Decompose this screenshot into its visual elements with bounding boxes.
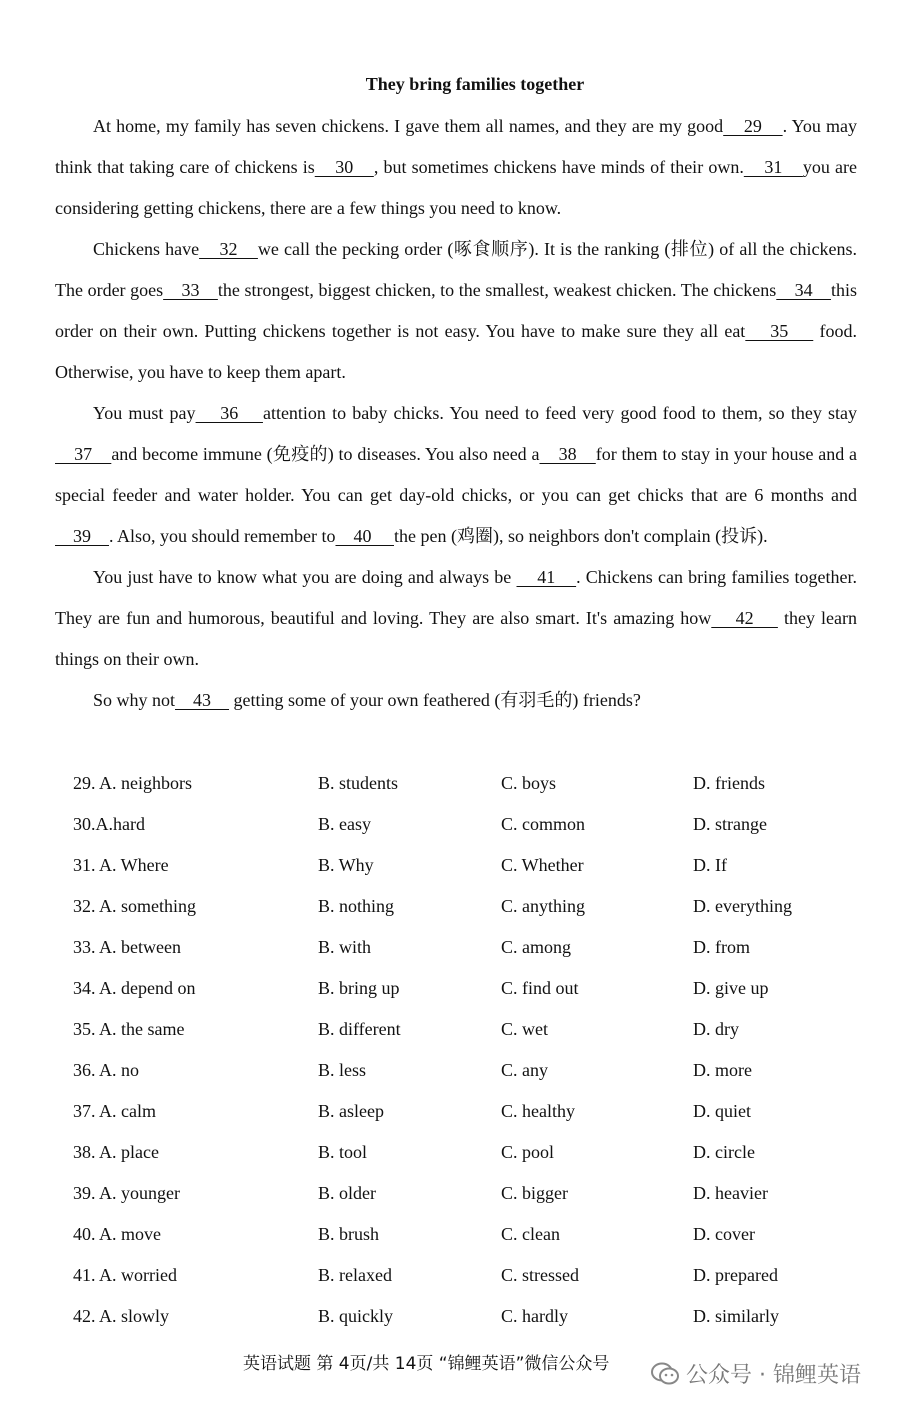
option-row [0,1255,924,1296]
answer-blank: 39 [55,526,109,546]
option-d: D. quiet [693,1101,751,1121]
answer-blank: 38 [539,444,596,464]
passage-text: At home, my family has seven chickens. I gave them all names, and they are my good [93,116,724,136]
passage-text: . Also, you should remember to [109,526,336,546]
option-a: 40. A. move [73,1224,161,1244]
option-a: 29. A. neighbors [73,773,192,793]
passage-text: Chickens have [93,239,200,259]
option-row [0,845,924,886]
option-c: C. pool [501,1142,555,1162]
passage-paragraph [55,680,857,721]
option-row [0,1091,924,1132]
passage-text: and become immune (免疫的) to diseases. You also need a [111,444,540,464]
option-b: B. tool [318,1142,368,1162]
option-a: 33. A. between [73,937,181,957]
answer-blank: 30 [314,157,374,177]
option-d: D. similarly [693,1306,779,1326]
option-c: C. healthy [501,1101,575,1121]
option-d: D. more [693,1060,752,1080]
passage-text: attention to baby chicks. You need to feed very good food to them, so they stay [262,403,857,423]
option-c: C. stressed [501,1265,579,1285]
answer-blank: 31 [743,157,803,177]
option-c: C. wet [501,1019,548,1039]
option-a: 35. A. the same [73,1019,185,1039]
option-d: D. cover [693,1224,755,1244]
passage-text: You just have to know what you are doing and always be [93,567,517,587]
answer-blank: 34 [776,280,831,300]
passage-text: for them to stay in your house and a special feeder and water holder. You can get day-old chicks, or you can get chicks that are 6 months and [55,444,858,505]
option-c: C. any [501,1060,548,1080]
option-d: D. circle [693,1142,755,1162]
option-d: D. friends [693,773,765,793]
option-b: B. brush [318,1224,380,1244]
option-b: B. with [318,937,372,957]
passage-paragraph [55,393,857,557]
passage-paragraph [55,557,857,680]
option-row [0,927,924,968]
option-b: B. different [318,1019,401,1039]
watermark-text: 公众号 · 锦鲤英语 [686,1363,861,1388]
answer-blank: 40 [335,526,394,546]
option-row [0,1173,924,1214]
passage-text: So why not [93,690,176,710]
option-d: D. dry [693,1019,739,1039]
passage-body [55,106,857,721]
option-c: C. clean [501,1224,560,1244]
passage-text: we call the pecking order (啄食顺序). It is the ranking (排位) of all the chickens. The order goes [55,239,857,300]
answer-blank: 41 [516,567,577,587]
option-c: C. among [501,937,571,957]
option-a: 30.A.hard [73,814,145,834]
option-b: B. bring up [318,978,400,998]
option-d: D. prepared [693,1265,778,1285]
option-d: D. from [693,937,750,957]
passage-text: you are considering getting chickens, there are a few things you need to know. [55,157,858,218]
passage-paragraph [55,229,857,393]
option-d: D. If [693,855,727,875]
option-c: C. find out [501,978,579,998]
answer-blank: 29 [723,116,783,136]
wechat-official-account-icon [650,1361,680,1387]
option-row [0,968,924,1009]
answer-blank: 33 [163,280,218,300]
option-b: B. asleep [318,1101,384,1121]
option-row [0,804,924,845]
option-a: 38. A. place [73,1142,159,1162]
passage-paragraph [55,106,857,229]
option-b: B. quickly [318,1306,393,1326]
answer-blank: 37 [55,444,112,464]
option-b: B. nothing [318,896,395,916]
option-row [0,1214,924,1255]
option-a: 37. A. calm [73,1101,156,1121]
option-c: C. Whether [501,855,584,875]
option-row [0,1132,924,1173]
passage-text: the strongest, biggest chicken, to the smallest, weakest chicken. The chickens [217,280,777,300]
passage-text: they learn things on their own. [55,608,857,669]
passage-text: this order on their own. Putting chickens together is not easy. You have to make sure they all eat [55,280,857,341]
option-c: C. common [501,814,585,834]
option-a: 34. A. depend on [73,978,196,998]
answer-blank: 43 [175,690,230,710]
option-d: D. strange [693,814,767,834]
option-row [0,1296,924,1337]
passage-text: . You may think that taking care of chickens is [55,116,858,177]
option-b: B. easy [318,814,371,834]
option-b: B. relaxed [318,1265,392,1285]
option-b: B. students [318,773,399,793]
option-c: C. anything [501,896,585,916]
option-d: D. heavier [693,1183,768,1203]
option-row [0,1009,924,1050]
option-row [0,1050,924,1091]
watermark [650,1358,861,1389]
option-c: C. boys [501,773,557,793]
answer-blank: 36 [195,403,263,423]
option-a: 41. A. worried [73,1265,177,1285]
option-b: B. older [318,1183,376,1203]
passage-text: food. Otherwise, you have to keep them apart. [55,321,858,382]
answer-blank: 42 [711,608,778,628]
option-c: C. bigger [501,1183,568,1203]
passage-text: , but sometimes chickens have minds of their own. [373,157,744,177]
answer-blank: 35 [745,321,814,341]
passage-title: They bring families together [365,74,585,94]
option-a: 36. A. no [73,1060,140,1080]
passage-text: the pen (鸡圈), so neighbors don't complain (投诉). [393,526,768,546]
option-row [0,763,924,804]
option-b: B. Why [318,855,374,875]
option-a: 31. A. Where [73,855,169,875]
passage-text: You must pay [93,403,196,423]
option-a: 32. A. something [73,896,197,916]
option-row [0,886,924,927]
option-a: 39. A. younger [73,1183,180,1203]
passage-text: . Chickens can bring families together. They are fun and humorous, beautiful and loving. They are also smart. It's amazing how [55,567,858,628]
option-c: C. hardly [501,1306,568,1326]
option-d: D. give up [693,978,769,998]
option-d: D. everything [693,896,792,916]
passage-text: getting some of your own feathered (有羽毛的) friends? [229,690,641,710]
answer-blank: 32 [199,239,258,259]
page-footer: 英语试题 第 4页/共 14页 “锦鲤英语”微信公众号 [243,1354,610,1374]
option-b: B. less [318,1060,367,1080]
option-a: 42. A. slowly [73,1306,170,1326]
